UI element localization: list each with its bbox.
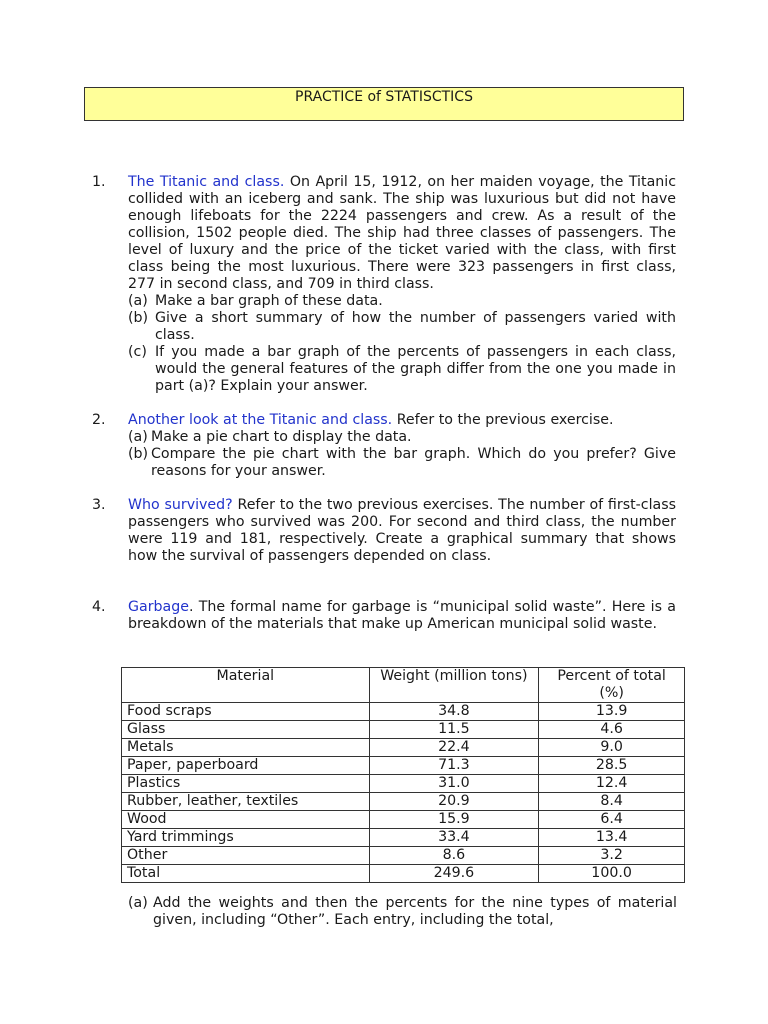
question-text: Refer to the two previous exercises. The number of first-class passengers who survived was 200. For second and third class, the number were 119 and 181, respectively. Create a graphical summary that shows how the survival of passengers depended on class.	[128, 497, 676, 564]
weight-cell: 15.9	[369, 811, 539, 829]
percent-cell: 4.6	[539, 721, 685, 739]
page-title: PRACTICE of STATISCTICS	[84, 87, 684, 121]
material-cell: Paper, paperboard	[122, 757, 370, 775]
column-header: Weight (million tons)	[369, 668, 539, 703]
percent-cell: 13.4	[539, 829, 685, 847]
question-number: 3.	[92, 497, 106, 513]
question-1	[92, 174, 676, 395]
sub-question-text: Make a bar graph of these data.	[155, 293, 383, 309]
sub-question-label: (a)	[128, 293, 148, 309]
table-row	[122, 829, 685, 847]
sub-question	[128, 429, 676, 446]
question-number: 4.	[92, 599, 106, 615]
material-cell: Wood	[122, 811, 370, 829]
sub-question-label: (a)	[128, 895, 148, 911]
weight-cell: 11.5	[369, 721, 539, 739]
percent-cell: 13.9	[539, 703, 685, 721]
question-text: Refer to the previous exercise.	[392, 412, 614, 428]
sub-question	[128, 446, 676, 480]
weight-cell: 249.6	[369, 865, 539, 883]
table-row	[122, 865, 685, 883]
weight-cell: 20.9	[369, 793, 539, 811]
material-cell: Metals	[122, 739, 370, 757]
question-heading: Another look at the Titanic and class.	[128, 412, 393, 428]
waste-table	[121, 667, 685, 883]
question-heading: The Titanic and class.	[128, 174, 285, 190]
material-cell: Other	[122, 847, 370, 865]
material-cell: Plastics	[122, 775, 370, 793]
table-row	[122, 739, 685, 757]
table-row	[122, 775, 685, 793]
percent-cell: 6.4	[539, 811, 685, 829]
weight-cell: 71.3	[369, 757, 539, 775]
table-row	[122, 721, 685, 739]
weight-cell: 31.0	[369, 775, 539, 793]
percent-cell: 3.2	[539, 847, 685, 865]
table-header-row	[122, 668, 685, 703]
question-heading: Garbage	[128, 599, 189, 615]
question-text: . The formal name for garbage is “municipal solid waste”. Here is a breakdown of the materials that make up American municipal solid waste.	[128, 599, 676, 632]
question-2	[92, 412, 676, 480]
question-3	[92, 497, 676, 565]
sub-question	[128, 293, 676, 310]
table-row	[122, 757, 685, 775]
question-text: On April 15, 1912, on her maiden voyage, the Titanic collided with an iceberg and sank. The ship was luxurious but did not have enough lifeboats for the 2224 passengers and crew. As a result of the collision, 1502 people died. The ship had three classes of passengers. The level of luxury and the price of the ticket varied with the class, with first class being the most luxurious. There were 323 passengers in first class, 277 in second class, and 709 in third class.	[128, 174, 676, 292]
table-row	[122, 847, 685, 865]
sub-question-text: Add the weights and then the percents for the nine types of material given, including “Other”. Each entry, including the total,	[153, 895, 677, 928]
sub-question-text: Give a short summary of how the number of passengers varied with class.	[155, 310, 676, 343]
percent-cell: 12.4	[539, 775, 685, 793]
percent-cell: 8.4	[539, 793, 685, 811]
weight-cell: 22.4	[369, 739, 539, 757]
sub-question-label: (b)	[128, 446, 149, 462]
table-row	[122, 811, 685, 829]
material-cell: Rubber, leather, textiles	[122, 793, 370, 811]
question-heading: Who survived?	[128, 497, 233, 513]
sub-question-text: If you made a bar graph of the percents of passengers in each class, would the general features of the graph differ from the one you made in part (a)? Explain your answer.	[155, 344, 676, 394]
weight-cell: 34.8	[369, 703, 539, 721]
sub-question-text: Make a pie chart to display the data.	[151, 429, 412, 445]
weight-cell: 33.4	[369, 829, 539, 847]
material-cell: Total	[122, 865, 370, 883]
material-cell: Glass	[122, 721, 370, 739]
sub-question-label: (b)	[128, 310, 149, 326]
sub-question-text: Compare the pie chart with the bar graph. Which do you prefer? Give reasons for your answer.	[151, 446, 676, 479]
question-number: 1.	[92, 174, 106, 190]
column-header: Material	[122, 668, 370, 703]
sub-question	[128, 310, 676, 344]
question-4-part-a	[128, 895, 677, 929]
weight-cell: 8.6	[369, 847, 539, 865]
question-4	[92, 599, 676, 633]
table-row	[122, 793, 685, 811]
material-cell: Food scraps	[122, 703, 370, 721]
material-cell: Yard trimmings	[122, 829, 370, 847]
sub-question	[128, 344, 676, 395]
sub-question-label: (a)	[128, 429, 148, 445]
percent-cell: 100.0	[539, 865, 685, 883]
table-row	[122, 703, 685, 721]
percent-cell: 9.0	[539, 739, 685, 757]
percent-cell: 28.5	[539, 757, 685, 775]
sub-question	[128, 895, 677, 929]
column-header: Percent of total (%)	[539, 668, 685, 703]
question-number: 2.	[92, 412, 106, 428]
sub-question-label: (c)	[128, 344, 147, 360]
